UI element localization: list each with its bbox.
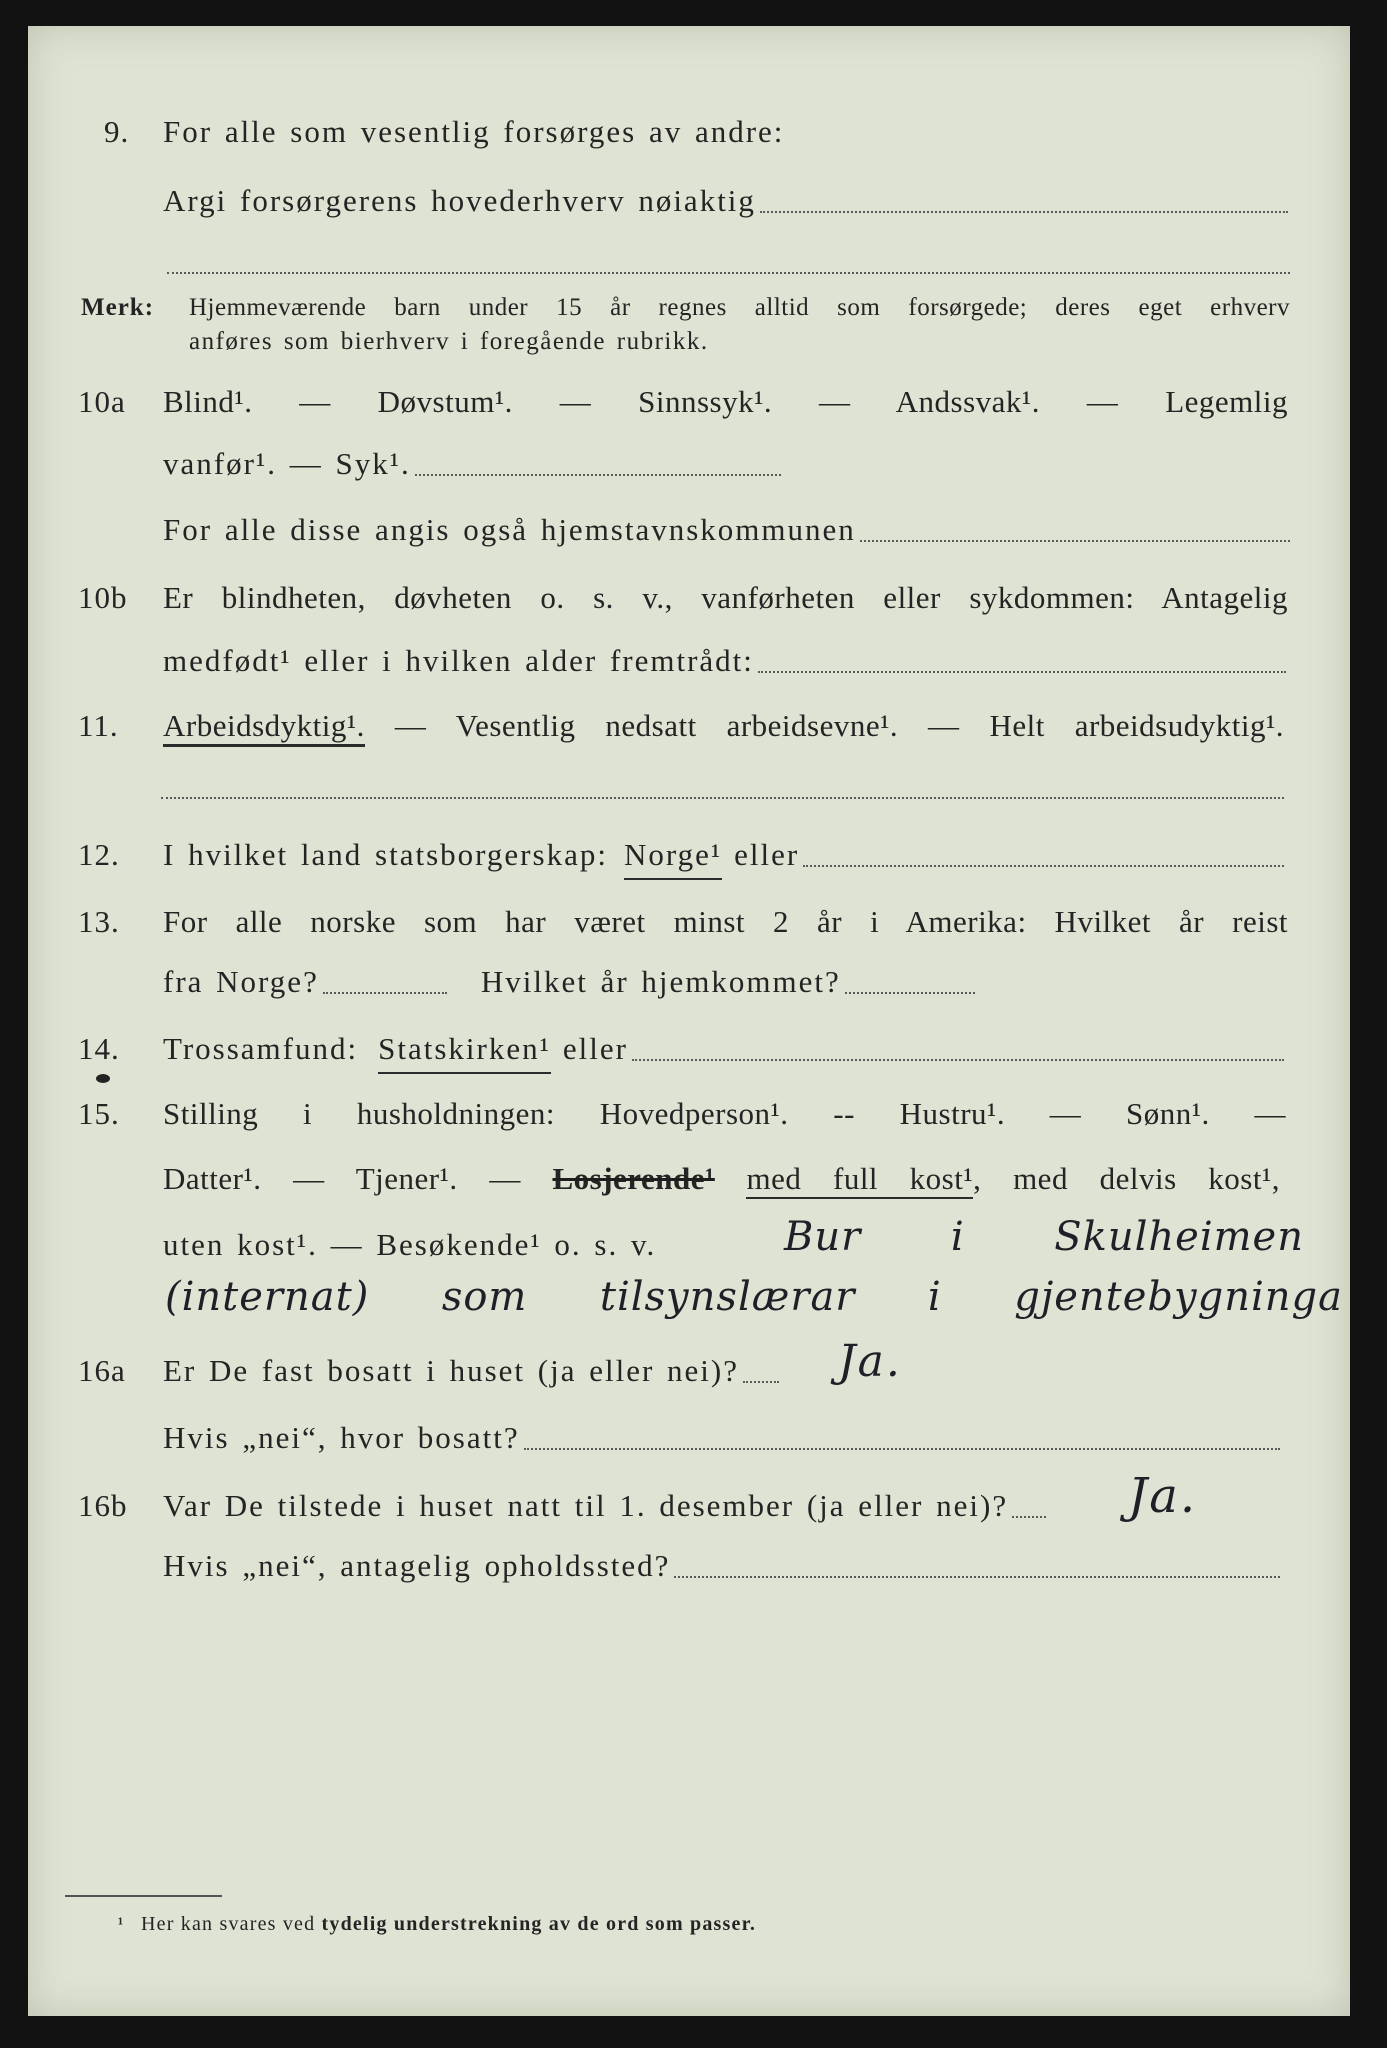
q15-line-1	[0, 1092, 1387, 1136]
footnote	[0, 1910, 1387, 1938]
q9-line-1	[0, 110, 1387, 154]
q16b-question: Var De tilstede i huset natt til 1. desember (ja eller nei)?	[163, 1488, 1009, 1523]
merk-label: Merk:	[81, 294, 155, 321]
q13-return-year-label: Hvilket år hjemkommet?	[480, 964, 841, 999]
q14-suffix: eller	[562, 1031, 628, 1066]
q10a-line-1	[0, 380, 1387, 424]
q10a-options: Blind¹. — Døvstum¹. — Sinnssyk¹. — Andssvak¹. — Legemlig	[163, 384, 1288, 419]
q16b-subquestion: Hvis „nei“, antagelig opholdssted?	[163, 1548, 671, 1583]
q11-underlined-answer: Arbeidsdyktig¹.	[163, 708, 365, 747]
question-number: 12.	[78, 837, 120, 872]
q13-question: For alle norske som har været minst 2 år i Amerika: Hvilket år reist	[163, 904, 1288, 939]
q10b-line-2	[0, 639, 1387, 683]
q15-options-b: , med delvis kost¹,	[973, 1161, 1281, 1196]
q15-options	[163, 1157, 1280, 1201]
form-sheet	[28, 26, 1350, 2016]
question-number: 15.	[78, 1096, 120, 1131]
footnote-rule	[65, 1895, 222, 1897]
merk-text-1: Hjemmeværende barn under 15 år regnes alltid som forsørgede; deres eget erhverv	[189, 294, 1290, 321]
merk-text-2-wrap	[189, 326, 1314, 358]
question-number: 16b	[78, 1488, 128, 1523]
answer-leader	[860, 508, 1290, 542]
q16a-line-1	[0, 1349, 1387, 1393]
answer-leader	[323, 960, 447, 994]
answer-leader	[632, 1027, 1284, 1061]
answer-leader	[1012, 1484, 1046, 1518]
merk-line-1	[0, 292, 1387, 324]
footnote-marker: ¹	[118, 1914, 124, 1933]
q15-underlined-answer: med full kost¹	[746, 1161, 973, 1199]
answer-leader	[743, 1349, 779, 1383]
q12-wrap	[163, 833, 1284, 877]
blank-answer-line	[167, 272, 1290, 274]
q15-options-a: Datter¹. — Tjener¹. —	[163, 1161, 521, 1196]
q10b-question: Er blindheten, døvheten o. s. v., vanførheten eller sykdommen: Antagelig	[163, 580, 1288, 615]
answer-leader	[415, 442, 781, 476]
q16b-handwritten-answer: Ja.	[1128, 1468, 1198, 1524]
q14-wrap	[163, 1027, 1284, 1071]
q10b-line-1	[0, 576, 1387, 620]
footnote-text	[141, 1910, 756, 1938]
q15-line-3-wrap	[163, 1223, 783, 1267]
q15-struck-option: Losjerende¹	[552, 1161, 715, 1196]
q14-question: Trossamfund:	[163, 1031, 359, 1066]
q9-line-2	[0, 179, 1387, 223]
q15-question: Stilling i husholdningen: Hovedperson¹. -- Hustru¹. — Sønn¹. —	[163, 1096, 1286, 1131]
q16b-line-2	[0, 1544, 1387, 1588]
answer-leader	[803, 833, 1284, 867]
answer-leader	[845, 960, 975, 994]
q12-line	[0, 833, 1387, 877]
q12-suffix: eller	[734, 837, 800, 872]
q10a-line-3-wrap	[163, 508, 1290, 552]
q10a-municipality-question: For alle disse angis også hjemstavnskommunen	[163, 512, 856, 547]
q15-handwritten-answer-2: (internat) som tilsynslærar i gjentebygninga	[165, 1274, 1343, 1320]
q15-options-c: uten kost¹. — Besøkende¹ o. s. v.	[163, 1227, 657, 1262]
q15-line-2	[0, 1157, 1387, 1201]
q10a-line-2-wrap	[163, 442, 781, 486]
q10b-line-2-wrap	[163, 639, 1286, 683]
q9-question: For alle som vesentlig forsørges av andre:	[163, 114, 785, 149]
q10a-options-2: vanfør¹. — Syk¹.	[163, 446, 411, 481]
question-number: 10a	[78, 384, 126, 419]
q16b-wrap	[163, 1484, 1288, 1528]
q15-handwritten-answer-1: Bur i Skulheimen	[784, 1214, 1304, 1260]
q16a-wrap	[163, 1349, 1288, 1393]
q16b-line-2-wrap	[163, 1544, 1280, 1588]
q16a-line-2	[0, 1416, 1387, 1460]
answer-leader	[758, 639, 1286, 673]
answer-leader	[760, 179, 1288, 213]
question-number: 14.	[78, 1031, 120, 1066]
merk-line-2	[0, 326, 1387, 358]
q13-emigration-year-label: fra Norge?	[163, 964, 319, 999]
question-number: 13.	[78, 904, 120, 939]
question-number: 9.	[104, 114, 130, 149]
question-number: 10b	[78, 580, 128, 615]
q9-answer-line	[163, 179, 1288, 223]
q14-underlined-answer: Statskirken¹	[378, 1027, 551, 1074]
q10a-line-2	[0, 442, 1387, 486]
q16a-subquestion: Hvis „nei“, hvor bosatt?	[163, 1420, 520, 1455]
q14-line	[0, 1027, 1387, 1071]
answer-leader	[524, 1416, 1280, 1450]
q10a-line-3	[0, 508, 1387, 552]
q13-line-1	[0, 900, 1387, 944]
q11-line	[0, 704, 1387, 748]
q10b-subquestion: medfødt¹ eller i hvilken alder fremtrådt:	[163, 643, 754, 678]
q12-question: I hvilket land statsborgerskap:	[163, 837, 608, 872]
merk-text-2: anføres som bierhverv i foregående rubrikk.	[189, 328, 709, 355]
q16a-line-2-wrap	[163, 1416, 1280, 1460]
ink-blot	[96, 1074, 110, 1083]
question-number: 11.	[78, 708, 119, 743]
q13-line-2-wrap	[163, 960, 1288, 1004]
blank-answer-line	[161, 797, 1284, 799]
q12-underlined-answer: Norge¹	[624, 833, 722, 880]
footnote-prefix: Her kan svares ved	[141, 1913, 316, 1935]
q13-line-2	[0, 960, 1387, 1004]
q16a-handwritten-answer: Ja.	[838, 1336, 902, 1387]
q11-other-options: — Vesentlig nedsatt arbeidsevne¹. — Helt arbeidsudyktig¹.	[394, 708, 1284, 743]
q9-subquestion: Argi forsørgerens hovederhverv nøiaktig	[163, 183, 756, 218]
q9-text	[163, 110, 1288, 154]
q16a-question: Er De fast bosatt i huset (ja eller nei)?	[163, 1353, 739, 1388]
answer-leader	[674, 1544, 1280, 1578]
question-number: 16a	[78, 1353, 126, 1388]
footnote-emphasis: tydelig understrekning av de ord som passer.	[321, 1913, 757, 1935]
q11-options	[163, 704, 1284, 748]
